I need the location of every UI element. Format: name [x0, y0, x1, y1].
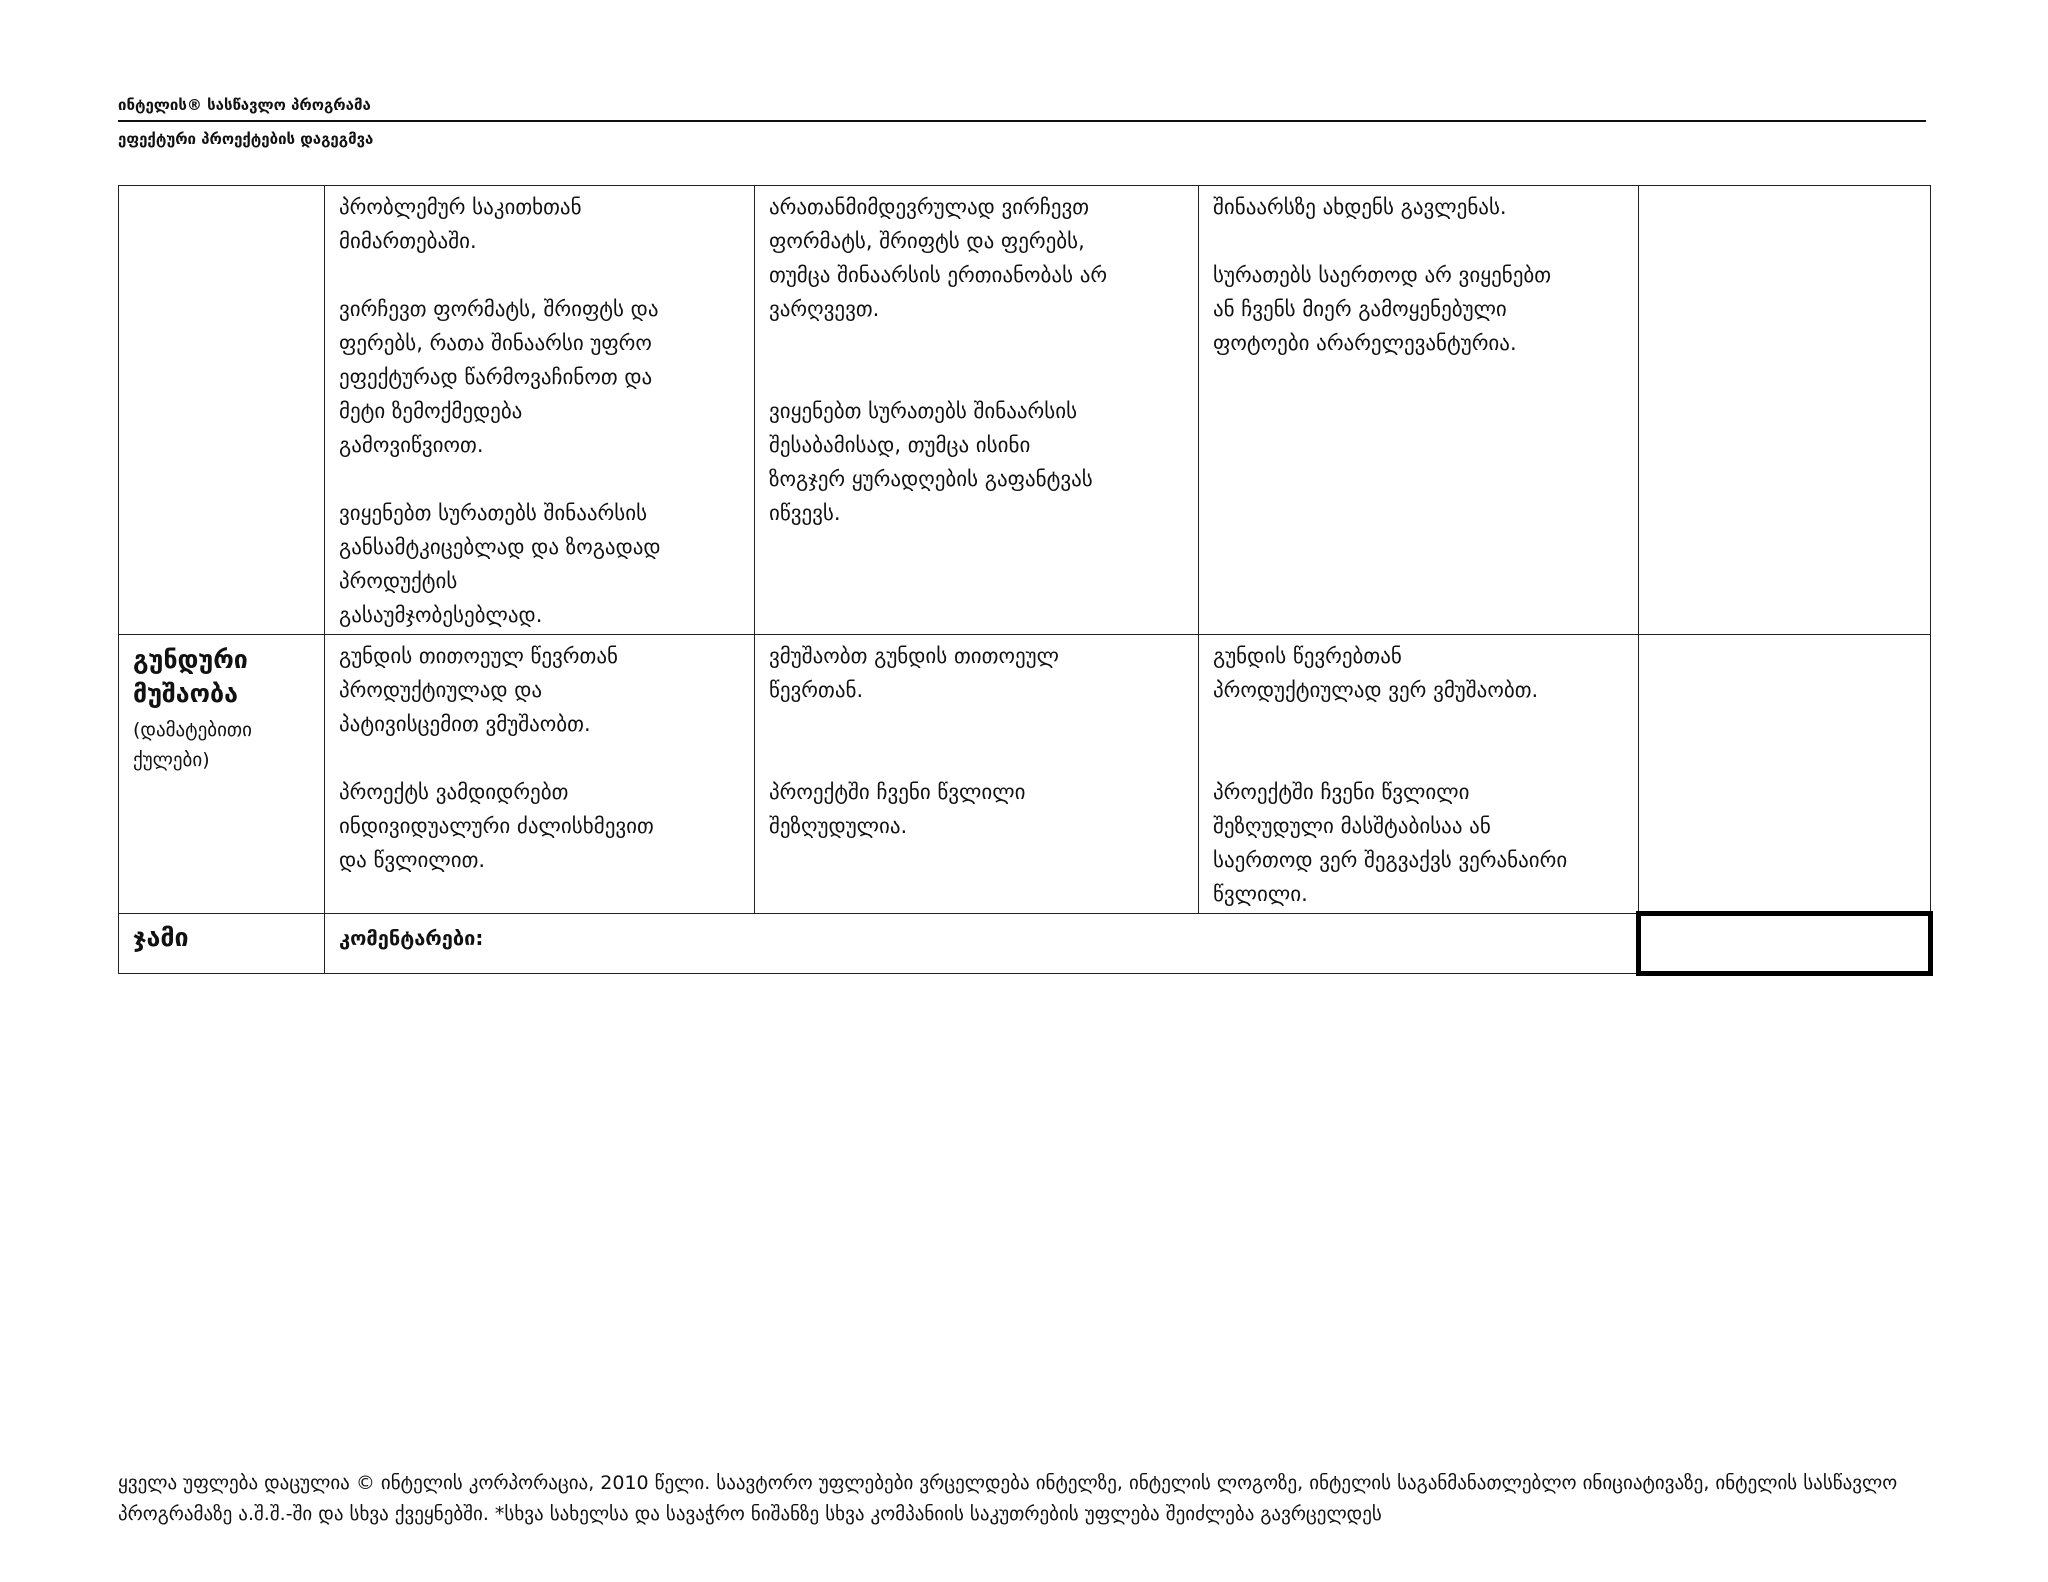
criteria-cell-level-mid: [755, 635, 1199, 914]
criteria-text: გუნდის წევრებთან პროდუქტიულად ვერ ვმუშაობთ.: [1213, 644, 1539, 702]
criteria-text: პროექტში ჩვენი წვლილი შეზღუდული მასშტაბისაა ან საერთოდ ვერ შეგვაქვს ვერანაირი წვლილი.: [1213, 780, 1568, 906]
criteria-text: პროექტში ჩვენი წვლილი შეზღუდულია.: [769, 780, 1026, 838]
category-cell-empty: [119, 186, 325, 635]
criteria-text: ვმუშაობთ გუნდის თითოეულ წევრთან.: [769, 644, 1059, 702]
criteria-text: ვირჩევთ ფორმატს, შრიფტს და ფერებს, რათა შინაარსი უფრო ეფექტურად წარმოვაჩინოთ და მეტი ზემოქმედება გამოვიწვიოთ.: [339, 297, 659, 457]
criteria-cell-level-low: [1199, 635, 1639, 914]
criteria-cell-level-low: [1199, 186, 1639, 635]
page-footer: ყველა უფლება დაცულია © ინტელის კორპორაცია, 2010 წელი. საავტორო უფლებები ვრცელდება ინტელზე, ინტელის ლოგოზე, ინტელის საგანმანათლებლო ინიციატივაზე, ინტელის სასწავლო პროგრამაზე ა.შ.შ.-ში და სხვა ქვეყნებში. *სხვა სახელსა და სავაჭრო ნიშანზე სხვა კომპანიის საკუთრების უფლება შეიძლება გავრცელდეს: [118, 1472, 1898, 1525]
total-label-cell: [119, 914, 325, 974]
criteria-text: პროექტს ვამდიდრებთ ინდივიდუალური ძალისხმევით და წვლილით.: [339, 780, 654, 872]
category-subtitle: (დამატებითი ქულები): [133, 719, 252, 771]
criteria-text: არათანმიმდევრულად ვირჩევთ ფორმატს, შრიფტს და ფერებს, თუმცა შინაარსის ერთიანობას არ ვარღვევთ.: [769, 195, 1108, 321]
criteria-text: სურათებს საერთოდ არ ვიყენებთ ან ჩვენს მიერ გამოყენებული ფოტოები არარელევანტურია.: [1213, 263, 1552, 355]
criteria-cell-level-mid: [755, 186, 1199, 635]
criteria-text: ვიყენებთ სურათებს შინაარსის შესაბამისად, თუმცა ისინი ზოგჯერ ყურადღების გაფანტვას იწვევს.: [769, 399, 1093, 525]
criteria-text: შინაარსზე ახდენს გავლენას.: [1213, 195, 1507, 219]
total-score-box: [1639, 914, 1931, 974]
score-cell: [1639, 186, 1931, 635]
header-program-title: ინტელის® სასწავლო პროგრამა: [118, 96, 371, 114]
category-title: გუნდური მუშაობა: [133, 645, 248, 708]
header-document-title: ეფექტური პროექტების დაგეგმვა: [118, 130, 374, 148]
rubric-row-total: [119, 914, 1931, 974]
rubric-table: [118, 185, 1933, 976]
criteria-cell-level-high: [325, 635, 755, 914]
page-header: [118, 92, 1926, 152]
criteria-cell-level-high: [325, 186, 755, 635]
criteria-text: გუნდის თითოეულ წევრთან პროდუქტიულად და პატივისცემით ვმუშაობთ.: [339, 644, 618, 736]
rubric-row-teamwork: [119, 635, 1931, 914]
rubric-row-visuals-continued: [119, 186, 1931, 635]
comments-label: კომენტარები:: [339, 926, 484, 950]
score-cell: [1639, 635, 1931, 914]
criteria-text: პრობლემურ საკითხთან მიმართებაში.: [339, 195, 582, 253]
header-divider: [118, 120, 1926, 122]
comments-cell: [325, 914, 1639, 974]
criteria-text: ვიყენებთ სურათებს შინაარსის განსამტკიცებლად და ზოგადად პროდუქტის გასაუმჯობესებლად.: [339, 501, 661, 627]
total-label: ჯამი: [133, 923, 189, 952]
category-cell-teamwork: [119, 635, 325, 914]
